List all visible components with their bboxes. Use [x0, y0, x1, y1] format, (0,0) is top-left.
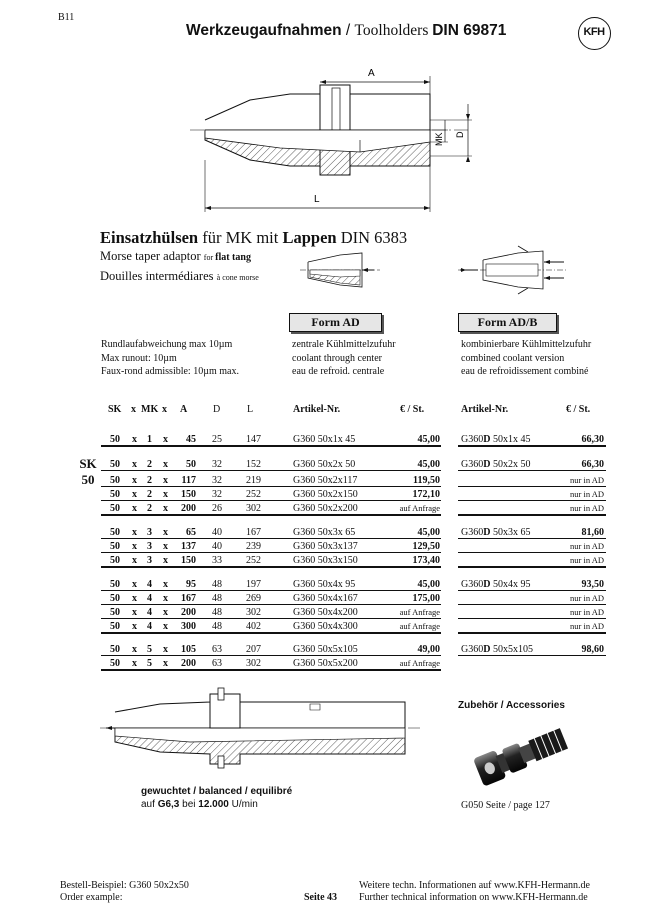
cell-l: 197: [246, 579, 261, 590]
cell-price: 129,50: [412, 541, 440, 552]
cell-x2: x: [163, 527, 168, 538]
cell-a: 117: [181, 475, 196, 486]
row-rule: [101, 618, 441, 619]
row-rule-2: [458, 538, 606, 539]
cell-article: G360 50x3x137: [293, 541, 358, 552]
title-en: Toolholders: [354, 22, 429, 39]
cell-sk: 50: [110, 541, 120, 552]
cell-price: 45,00: [417, 434, 440, 445]
cell-sk: 50: [110, 459, 120, 470]
cell-price-2: nur in AD: [570, 503, 604, 513]
cell-x1: x: [132, 489, 137, 500]
cell-price: 119,50: [413, 475, 440, 486]
cell-a: 95: [186, 579, 196, 590]
cell-mk: 3: [147, 527, 152, 538]
header-d: D: [213, 404, 221, 415]
cell-article-2: G360D 50x5x105: [461, 644, 533, 655]
cell-x1: x: [132, 644, 137, 655]
row-rule: [101, 445, 441, 447]
cell-l: 147: [246, 434, 261, 445]
cell-sk: 50: [110, 503, 120, 514]
cell-sk: 50: [110, 658, 120, 669]
cell-sk: 50: [110, 579, 120, 590]
cell-price-2: nur in AD: [570, 621, 604, 631]
row-rule: [101, 655, 441, 656]
cell-mk: 5: [147, 658, 152, 669]
cell-sk: 50: [110, 475, 120, 486]
cell-price: 172,10: [412, 489, 440, 500]
cell-sk: 50: [110, 434, 120, 445]
cell-price: 45,00: [417, 527, 440, 538]
cell-l: 207: [246, 644, 261, 655]
section-title-fr: Douilles intermédiares à cone morse: [100, 269, 259, 283]
row-rule-2: [458, 486, 606, 487]
cell-l: 302: [246, 503, 261, 514]
form-ad-description: zentrale Kühlmittelzufuhr coolant through center eau de refroid. centrale: [292, 339, 396, 377]
dim-d-label: D: [455, 131, 465, 138]
header-x2: x: [162, 404, 167, 415]
cell-price: auf Anfrage: [399, 607, 440, 617]
cell-a: 167: [181, 593, 196, 604]
cell-d: 48: [212, 621, 222, 632]
cell-mk: 3: [147, 541, 152, 552]
dim-a-label: A: [368, 68, 375, 79]
cell-mk: 4: [147, 579, 152, 590]
cell-price-2: nur in AD: [570, 555, 604, 565]
cell-price-2: nur in AD: [570, 541, 604, 551]
cell-d: 26: [212, 503, 222, 514]
cell-x2: x: [163, 621, 168, 632]
cell-price-2: 66,30: [581, 434, 604, 445]
cell-l: 269: [246, 593, 261, 604]
cell-l: 402: [246, 621, 261, 632]
cell-a: 65: [186, 527, 196, 538]
cell-l: 167: [246, 527, 261, 538]
cell-article: G360 50x3x 65: [293, 527, 356, 538]
cell-article: G360 50x3x150: [293, 555, 358, 566]
cell-l: 252: [246, 489, 261, 500]
cell-price-2: 98,60: [581, 644, 604, 655]
row-rule-2: [458, 604, 606, 605]
cell-a: 200: [181, 503, 196, 514]
row-rule-2: [458, 618, 606, 619]
cell-d: 25: [212, 434, 222, 445]
cell-article: G360 50x4x300: [293, 621, 358, 632]
cell-mk: 4: [147, 607, 152, 618]
cell-x2: x: [163, 555, 168, 566]
cell-l: 219: [246, 475, 261, 486]
cell-price-2: 81,60: [581, 527, 604, 538]
row-rule: [101, 552, 441, 553]
balanced-info: [141, 785, 292, 811]
cell-article-2: G360D 50x2x 50: [461, 459, 531, 470]
accessories-title: Zubehör / Accessories: [458, 700, 565, 711]
cell-x2: x: [163, 489, 168, 500]
row-rule-2: [458, 445, 606, 447]
header-article: Artikel-Nr.: [293, 404, 341, 415]
row-rule: [101, 669, 441, 671]
pull-stud-image: [466, 716, 578, 788]
cell-sk: 50: [110, 489, 120, 500]
cell-d: 32: [212, 459, 222, 470]
page-code: B11: [58, 12, 75, 23]
cell-x2: x: [163, 434, 168, 445]
cell-article: G360 50x5x200: [293, 658, 358, 669]
cell-sk: 50: [110, 644, 120, 655]
row-rule: [101, 470, 441, 471]
cell-a: 200: [181, 607, 196, 618]
cell-a: 300: [181, 621, 196, 632]
website-info: Weitere techn. Informationen auf www.KFH-Hermann.de Further technical information on www.KFH-Hermann.de: [359, 880, 590, 903]
cell-a: 105: [181, 644, 196, 655]
cell-article: G360 50x4x167: [293, 593, 358, 604]
section-title-en: Morse taper adaptor for flat tang: [100, 249, 251, 263]
cell-x1: x: [132, 475, 137, 486]
cell-price-2: 93,50: [581, 579, 604, 590]
cell-d: 33: [212, 555, 222, 566]
cell-price: auf Anfrage: [399, 621, 440, 631]
cell-x1: x: [132, 527, 137, 538]
form-ad-drawing: [300, 240, 380, 300]
cell-a: 200: [181, 658, 196, 669]
cell-x2: x: [163, 607, 168, 618]
cell-article-2: G360D 50x1x 45: [461, 434, 531, 445]
form-ad-label: Form AD: [289, 313, 382, 332]
row-rule-2: [458, 552, 606, 553]
cell-price-2: 66,30: [581, 459, 604, 470]
cell-mk: 5: [147, 644, 152, 655]
cell-d: 48: [212, 607, 222, 618]
cell-a: 150: [181, 489, 196, 500]
logo-text: KFH: [583, 26, 605, 38]
header-price: € / St.: [400, 404, 425, 415]
cell-article: G360 50x1x 45: [293, 434, 356, 445]
cell-x2: x: [163, 593, 168, 604]
cell-mk: 2: [147, 489, 152, 500]
cell-mk: 2: [147, 503, 152, 514]
toolholder-drawing: [180, 60, 480, 220]
cell-article-2: G360D 50x3x 65: [461, 527, 531, 538]
header-price-2: € / St.: [566, 404, 591, 415]
balanced-toolholder-drawing: [100, 680, 420, 785]
cell-x2: x: [163, 459, 168, 470]
cell-mk: 3: [147, 555, 152, 566]
header-l: L: [247, 404, 254, 415]
cell-mk: 2: [147, 475, 152, 486]
accessories-reference: G050 Seite / page 127: [461, 800, 550, 811]
cell-d: 40: [212, 541, 222, 552]
cell-x2: x: [163, 579, 168, 590]
header-sk: SK: [108, 404, 122, 415]
balanced-line2: auf G6,3 bei 12.000 U/min: [141, 799, 258, 810]
row-rule: [101, 632, 441, 634]
cell-x1: x: [132, 459, 137, 470]
cell-x2: x: [163, 644, 168, 655]
cell-d: 48: [212, 593, 222, 604]
row-rule-2: [458, 470, 606, 471]
row-rule: [101, 500, 441, 501]
title-std: DIN 69871: [432, 22, 507, 39]
form-adb-drawing: [458, 238, 568, 300]
cell-article: G360 50x4x200: [293, 607, 358, 618]
cell-price: auf Anfrage: [399, 503, 440, 513]
cell-a: 150: [181, 555, 196, 566]
cell-d: 63: [212, 658, 222, 669]
page-number: Seite 43: [304, 892, 338, 903]
cell-x2: x: [163, 475, 168, 486]
header-article-2: Artikel-Nr.: [461, 404, 509, 415]
cell-a: 50: [186, 459, 196, 470]
title-sep: /: [341, 22, 355, 39]
dim-l-label: L: [314, 194, 320, 205]
cell-l: 152: [246, 459, 261, 470]
header-x1: x: [131, 404, 136, 415]
cell-d: 48: [212, 579, 222, 590]
cell-x1: x: [132, 621, 137, 632]
cell-price: auf Anfrage: [399, 658, 440, 668]
row-rule: [101, 486, 441, 487]
row-rule: [101, 590, 441, 591]
cell-d: 63: [212, 644, 222, 655]
row-rule: [101, 604, 441, 605]
cell-article: G360 50x5x105: [293, 644, 358, 655]
row-rule-2: [458, 566, 606, 568]
form-adb-description: kombinierbare Kühlmittelzufuhr combined coolant version eau de refroidissement combiné: [461, 339, 592, 377]
cell-x1: x: [132, 607, 137, 618]
cell-x2: x: [163, 541, 168, 552]
kfh-logo: [578, 17, 611, 50]
cell-a: 45: [186, 434, 196, 445]
row-rule-2: [458, 655, 606, 656]
balanced-line1: gewuchtet / balanced / equilibré: [141, 786, 293, 797]
cell-l: 302: [246, 658, 261, 669]
cell-article: G360 50x2x117: [293, 475, 358, 486]
header-a: A: [180, 404, 188, 415]
row-rule: [101, 514, 441, 516]
cell-l: 252: [246, 555, 261, 566]
cell-x1: x: [132, 593, 137, 604]
cell-mk: 4: [147, 621, 152, 632]
dim-mk-label: MK: [434, 132, 444, 146]
cell-price: 173,40: [412, 555, 440, 566]
cell-d: 32: [212, 489, 222, 500]
cell-price-2: nur in AD: [570, 489, 604, 499]
cell-sk: 50: [110, 527, 120, 538]
cell-l: 239: [246, 541, 261, 552]
row-rule-2: [458, 590, 606, 591]
cell-price: 175,00: [412, 593, 440, 604]
cell-sk: 50: [110, 555, 120, 566]
cell-x1: x: [132, 555, 137, 566]
cell-article: G360 50x4x 95: [293, 579, 356, 590]
order-example: Bestell-Beispiel: G360 50x2x50 Order example:: [60, 880, 189, 903]
sk-size-label: SK 50: [79, 456, 97, 487]
cell-sk: 50: [110, 621, 120, 632]
cell-mk: 4: [147, 593, 152, 604]
cell-article-2: G360D 50x4x 95: [461, 579, 531, 590]
cell-article: G360 50x2x150: [293, 489, 358, 500]
cell-price: 49,00: [417, 644, 440, 655]
header-mk: MK: [141, 404, 159, 415]
row-rule: [101, 538, 441, 539]
row-rule-2: [458, 514, 606, 516]
row-rule: [101, 566, 441, 568]
cell-d: 32: [212, 475, 222, 486]
cell-mk: 2: [147, 459, 152, 470]
cell-x1: x: [132, 541, 137, 552]
cell-price: 45,00: [417, 579, 440, 590]
cell-d: 40: [212, 527, 222, 538]
cell-a: 137: [181, 541, 196, 552]
cell-mk: 1: [147, 434, 152, 445]
cell-l: 302: [246, 607, 261, 618]
cell-x1: x: [132, 434, 137, 445]
cell-x1: x: [132, 658, 137, 669]
cell-price: 45,00: [417, 459, 440, 470]
cell-sk: 50: [110, 607, 120, 618]
runout-description: Rundlaufabweichung max 10µm Max runout: 10µm Faux-rond admissible: 10µm max.: [101, 339, 239, 377]
cell-x1: x: [132, 579, 137, 590]
section-title-de: Einsatzhülsen für MK mit Lappen DIN 6383: [100, 228, 408, 247]
cell-article: G360 50x2x 50: [293, 459, 356, 470]
row-rule-2: [458, 632, 606, 634]
cell-price-2: nur in AD: [570, 475, 604, 485]
title-de: Werkzeugaufnahmen: [186, 22, 342, 39]
cell-x2: x: [163, 503, 168, 514]
cell-x1: x: [132, 503, 137, 514]
form-adb-label: Form AD/B: [458, 313, 557, 332]
cell-price-2: nur in AD: [570, 593, 604, 603]
cell-article: G360 50x2x200: [293, 503, 358, 514]
cell-sk: 50: [110, 593, 120, 604]
page-title: [186, 22, 506, 40]
cell-x2: x: [163, 658, 168, 669]
row-rule-2: [458, 500, 606, 501]
cell-price-2: nur in AD: [570, 607, 604, 617]
